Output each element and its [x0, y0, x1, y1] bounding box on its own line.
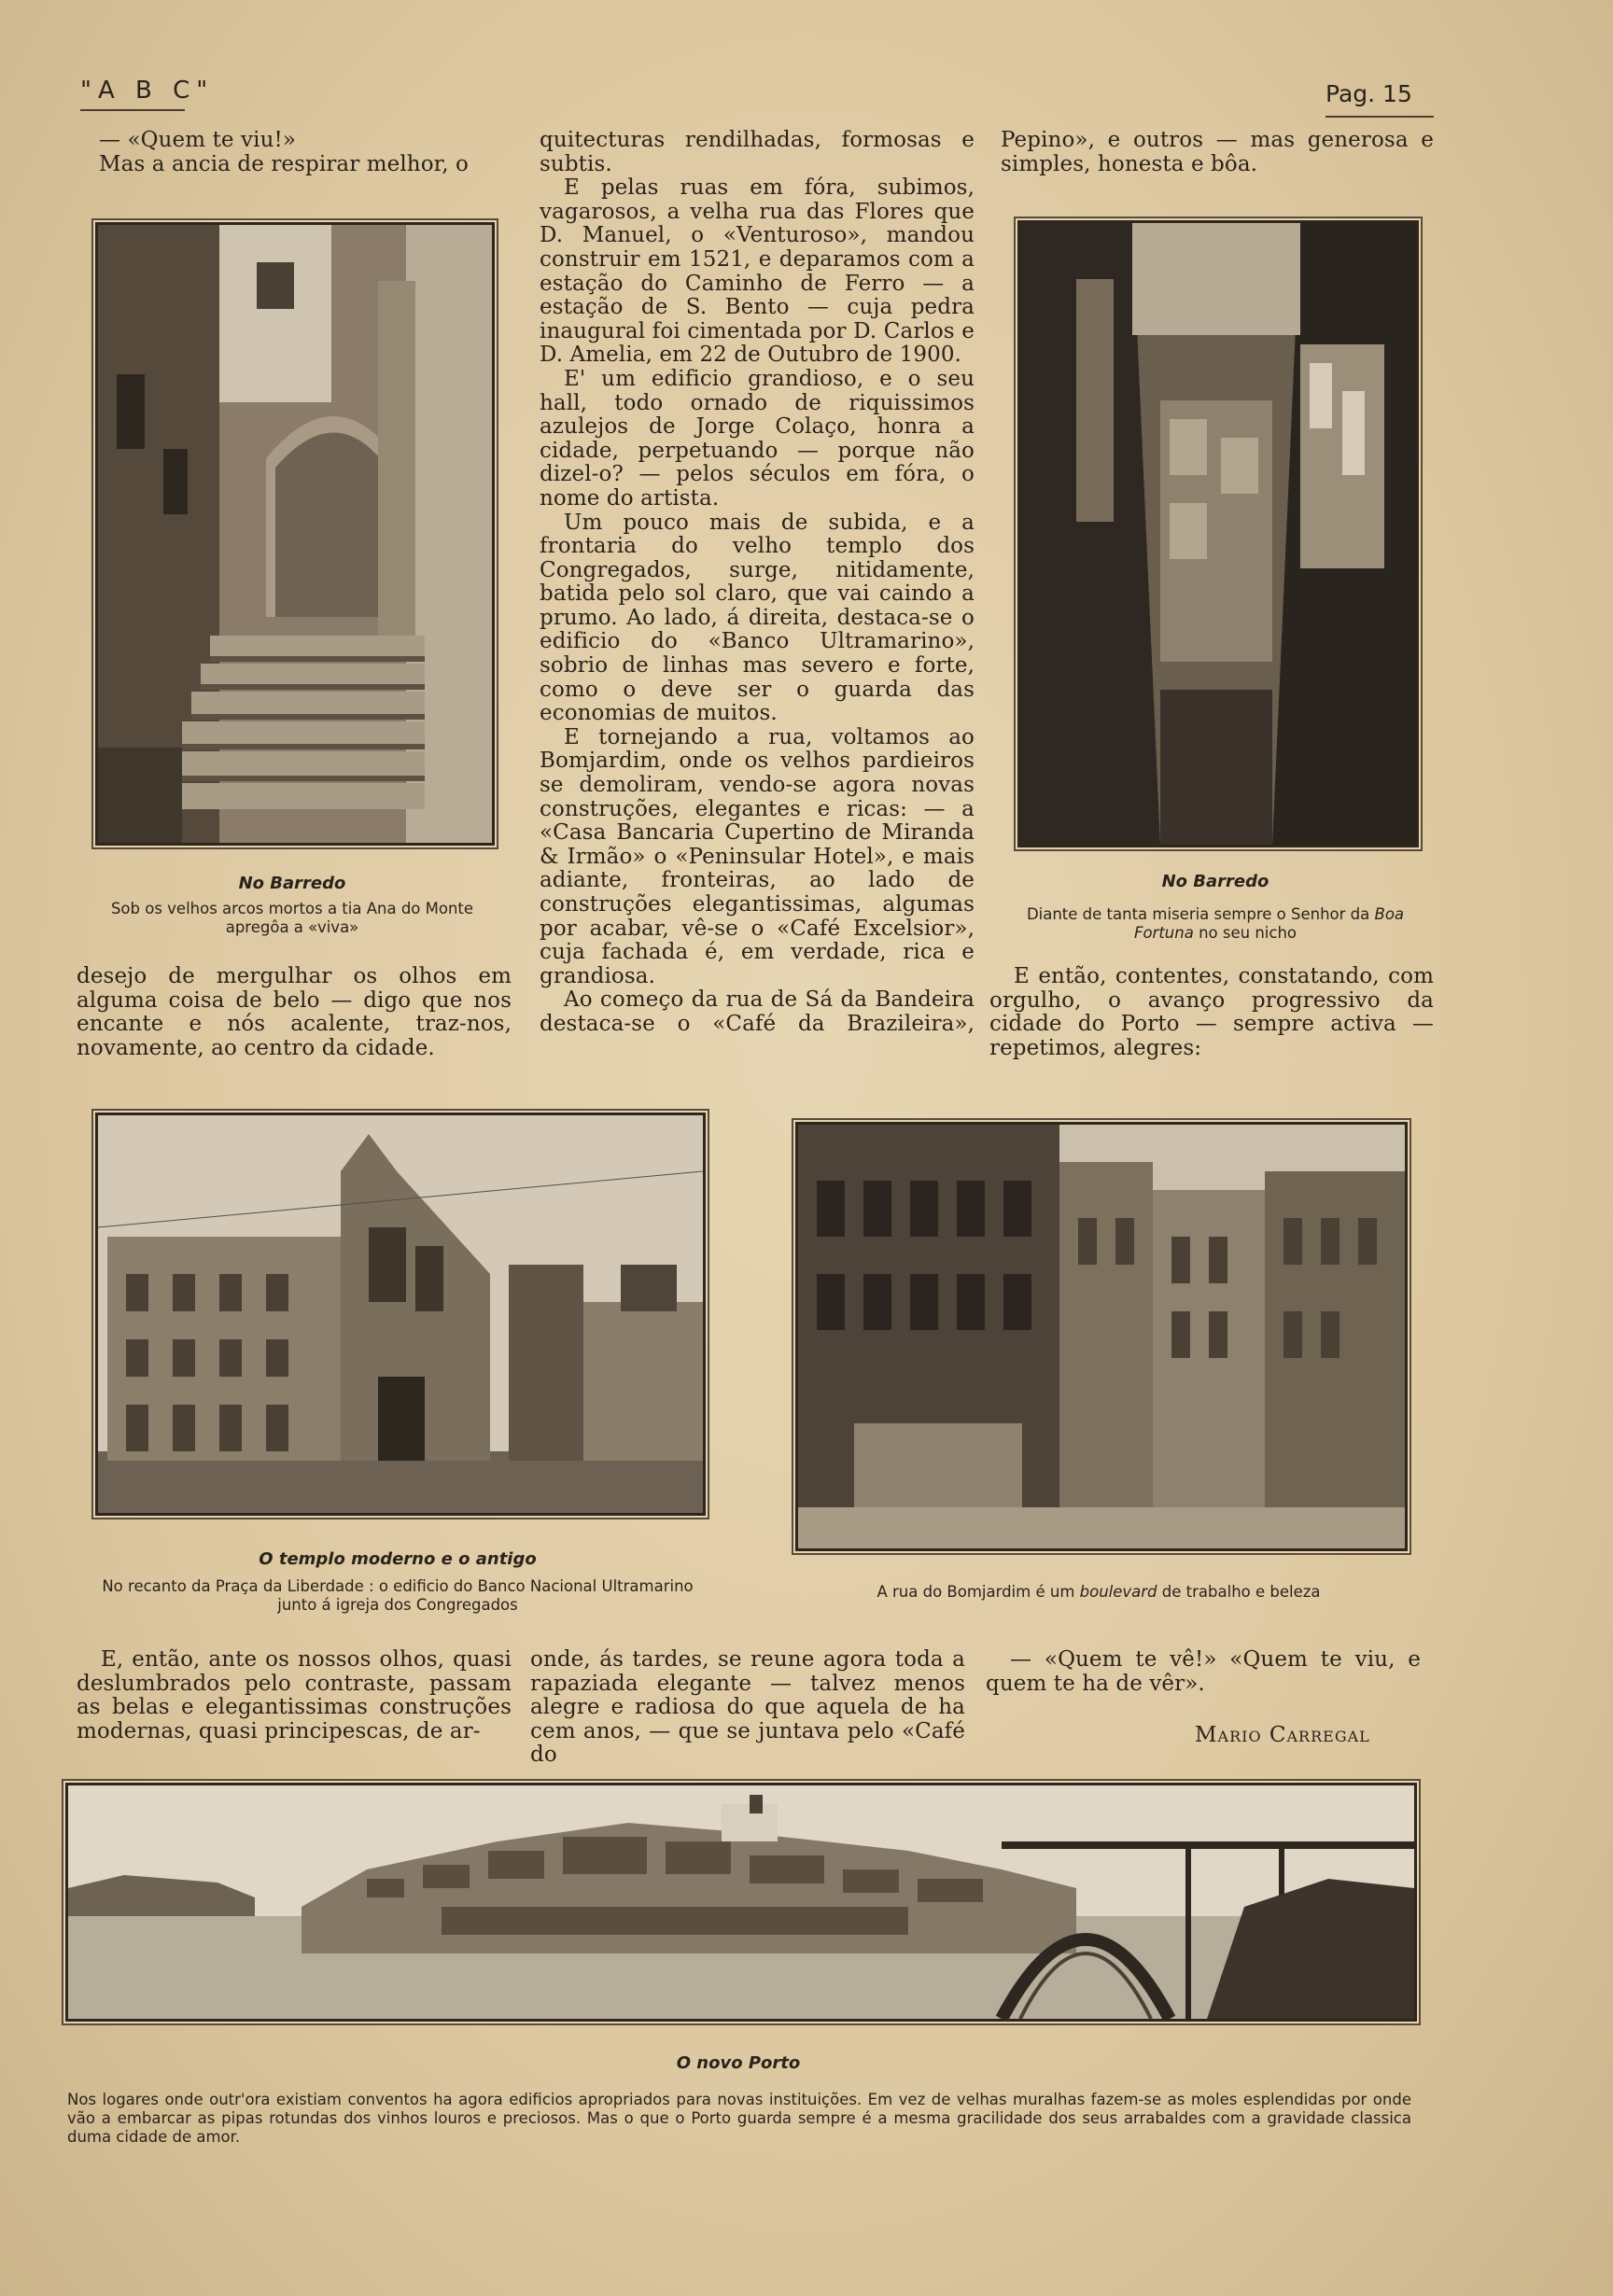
lower-column-2: [530, 1648, 965, 1768]
column-2-paragraph-2: E pelas ruas em fóra, subimos, vagarosos, a velha rua das Flores que D. Manuel, o «Venturoso», mandou construir em 1521, e deparamos com a estação do Caminho de Ferro — a estação de S. Bento — cuja pedra inaugural foi cimentada por D. Carlos e D. Amelia, em 22 de Outubro de 1900.: [540, 175, 975, 368]
author-signature: Mario Carregal: [1195, 1723, 1370, 1747]
photo-templo-image: [98, 1115, 703, 1513]
column-2-paragraph-3: E' um edificio grandioso, e o seu hall, todo ornado de riquissimos azulejos de Jorge Colaço, honra a cidade, perpetuando — porque não dizel-o? — pelos séculos em fóra, o nome do artista.: [540, 366, 975, 511]
caption-barredo-2-text-b: no seu nicho: [1199, 924, 1297, 942]
magazine-name: "A B C": [80, 77, 215, 105]
caption-barredo-1-title: No Barredo: [238, 874, 346, 893]
column-1-top: [99, 129, 512, 176]
column-3-top: [1001, 129, 1434, 176]
caption-templo-title: O templo moderno e o antigo: [259, 1549, 537, 1569]
column-3-bottom: [989, 965, 1434, 1060]
photo-templo: [95, 1113, 706, 1516]
caption-barredo-2-title: No Barredo: [1161, 872, 1269, 891]
caption-barredo-2-text: [1012, 905, 1419, 943]
photo-novo-porto: [65, 1783, 1417, 2022]
column-3-top-paragraph: Pepino», e outros — mas generosa e simples, honesta e bôa.: [1001, 128, 1434, 176]
caption-barredo-1-text: Sob os velhos arcos mortos a tia Ana do Monte apregôa a «viva»: [110, 900, 474, 936]
caption-porto-title: O novo Porto: [676, 2053, 801, 2073]
caption-barredo-2-text-a: Diante de tanta miseria sempre o Senhor da: [1026, 905, 1370, 923]
photo-novo-porto-image: [68, 1785, 1414, 2019]
caption-bomjardim-text: [795, 1583, 1402, 1602]
photo-bomjardim-image: [798, 1125, 1405, 1548]
column-2-paragraph-4: Um pouco mais de subida, e a frontaria do velho templo dos Congregados, surge, nitidamente, batida pelo sol claro, que vai caindo a prumo. Ao lado, á direita, destaca-se o edificio do «Banco Ultramarino», sobrio de linhas mas severo e forte, como o deve ser o guarda das economias de muitos.: [540, 510, 975, 726]
lower-column-1-paragraph: E, então, ante os nossos olhos, quasi deslumbrados pelo contraste, passam as belas e elegantissimas construções modernas, quasi principescas, de ar-: [77, 1647, 512, 1743]
lower-column-2-paragraph: onde, ás tardes, se reune agora toda a rapaziada elegante — talvez menos alegre e radiosa do que aquela de ha cem anos, — que se juntava pelo «Café do: [530, 1647, 965, 1768]
caption-bomjardim-text-b: de trabalho e beleza: [1161, 1583, 1321, 1601]
lower-column-3: [986, 1648, 1421, 1696]
header-rule-right: [1325, 116, 1434, 118]
column-1-line-1: — «Quem te viu!»: [99, 128, 297, 152]
page-number: Pag. 15: [1325, 80, 1412, 107]
column-1-bottom: [77, 965, 512, 1060]
column-2-paragraph-1: quitecturas rendilhadas, formosas e subtis.: [540, 128, 975, 176]
column-2-paragraph-6: Ao começo da rua de Sá da Bandeira destaca-se o «Café da Brazileira»,: [540, 987, 975, 1036]
caption-barredo-2-text-em: Boa Fortuna: [1133, 905, 1405, 942]
column-1-line-2: Mas a ancia de respirar melhor, o: [99, 151, 470, 176]
caption-bomjardim-text-a: A rua do Bomjardim é um: [877, 1583, 1075, 1601]
photo-barredo-alley: [1017, 220, 1419, 847]
photo-barredo-stairs-image: [98, 225, 492, 843]
lower-column-3-paragraph: — «Quem te vê!» «Quem te viu, e quem te ha de vêr».: [986, 1647, 1421, 1696]
caption-templo-text: No recanto da Praça da Liberdade : o edificio do Banco Nacional Ultramarino junto á igreja dos Congregados: [102, 1577, 694, 1614]
column-2-paragraph-5: E tornejando a rua, voltamos ao Bomjardim, onde os velhos pardieiros se demoliram, vendo-se agora novas construções, elegantes e ricas: — a «Casa Bancaria Cupertino de Miranda & Irmão» o «Peninsular Hotel», e mais adiante, fronteiras, ao lado de construções elegantissimas, algumas por acabar, vê-se o «Café Excelsior», cuja fachada é, em verdade, rica e grandiosa.: [540, 724, 975, 988]
photo-barredo-alley-image: [1020, 223, 1416, 845]
column-2: [540, 129, 975, 1037]
photo-barredo-stairs: [95, 222, 495, 846]
lower-column-1: [77, 1648, 512, 1743]
caption-bomjardim-text-em: boulevard: [1079, 1583, 1157, 1601]
header-rule-left: [80, 109, 185, 111]
photo-bomjardim: [795, 1122, 1408, 1551]
caption-porto-text: Nos logares onde outr'ora existiam conventos ha agora edificios apropriados para novas instituições. Em vez de velhas muralhas fazem-se as moles esplendidas por onde vão a embarcar as pipas rotundas dos vinhos louros e preciosos. Mas o que o Porto guarda sempre é a mesma gracilidade dos seus arrabaldes com a gravidade classica duma cidade de amor.: [67, 2091, 1411, 2146]
column-3-bottom-paragraph: E então, contentes, constatando, com orgulho, o avanço progressivo da cidade do Porto — sempre activa — repetimos, alegres:: [989, 964, 1434, 1060]
column-1-bottom-paragraph: desejo de mergulhar os olhos em alguma coisa de belo — digo que nos encante e nós acalente, traz-nos, novamente, ao centro da cidade.: [77, 964, 512, 1060]
